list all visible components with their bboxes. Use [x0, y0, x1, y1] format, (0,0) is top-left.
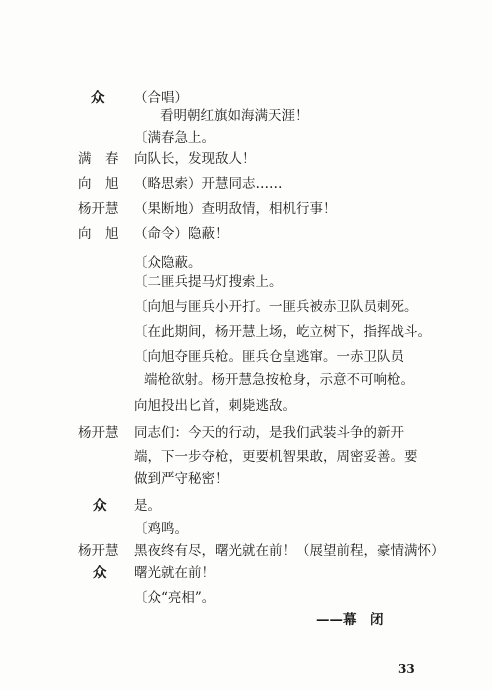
speaker-name: 众	[91, 90, 105, 106]
dialogue-text: 同志们：今天的行动，是我们武装斗争的新开	[134, 425, 404, 441]
speaker-name: 向 旭	[78, 226, 119, 242]
dialogue-text: 向队长，发现敌人！	[134, 151, 256, 167]
dialogue-text: 〔满春急上。	[134, 130, 215, 146]
speaker-name: 众	[93, 498, 107, 514]
dialogue-text: 向旭投出匕首，刺毙逃敌。	[134, 398, 296, 414]
curtain-closes: ——幕 闭	[316, 612, 384, 628]
dialogue-text: 端，下一步夺枪，更要机智果敢，周密妥善。要	[134, 449, 418, 465]
dialogue-text: 〔向旭与匪兵小开打。一匪兵被赤卫队员刺死。	[134, 299, 418, 315]
dialogue-text: 是。	[134, 498, 161, 514]
dialogue-text: （略思索）开慧同志……	[134, 176, 283, 192]
dialogue-text: （命令）隐蔽！	[134, 226, 229, 242]
speaker-name: 杨开慧	[78, 425, 119, 441]
dialogue-text: 〔在此期间，杨开慧上场，屹立树下，指挥战斗。	[134, 324, 431, 340]
speaker-name: 杨开慧	[78, 201, 119, 217]
dialogue-text: 端枪欲射。杨开慧急按枪身，示意不可响枪。	[144, 372, 414, 388]
speaker-name: 杨开慧	[78, 543, 119, 559]
dialogue-text: （合唱）	[134, 90, 188, 106]
speaker-name: 向 旭	[78, 176, 119, 192]
dialogue-text: 做到严守秘密！	[134, 471, 229, 487]
dialogue-text: 〔向旭夺匪兵枪。匪兵仓皇逃窜。一赤卫队员	[134, 349, 404, 365]
dialogue-text: 〔鸡鸣。	[134, 521, 188, 537]
dialogue-text: 曙光就在前！	[134, 565, 215, 581]
dialogue-text: （果断地）查明敌情，相机行事！	[134, 201, 337, 217]
dialogue-text: 看明朝红旗如海满天涯！	[160, 108, 309, 124]
dialogue-text: 黑夜终有尽，曙光就在前！（展望前程，豪情满怀）	[134, 543, 445, 559]
speaker-name: 满 春	[78, 151, 119, 167]
dialogue-text: 〔众“亮相”。	[134, 590, 216, 606]
dialogue-text: 〔众隐蔽。	[134, 255, 202, 271]
speaker-name: 众	[93, 565, 107, 581]
page-number: 33	[398, 662, 415, 676]
dialogue-text: 〔二匪兵提马灯搜索上。	[134, 274, 283, 290]
